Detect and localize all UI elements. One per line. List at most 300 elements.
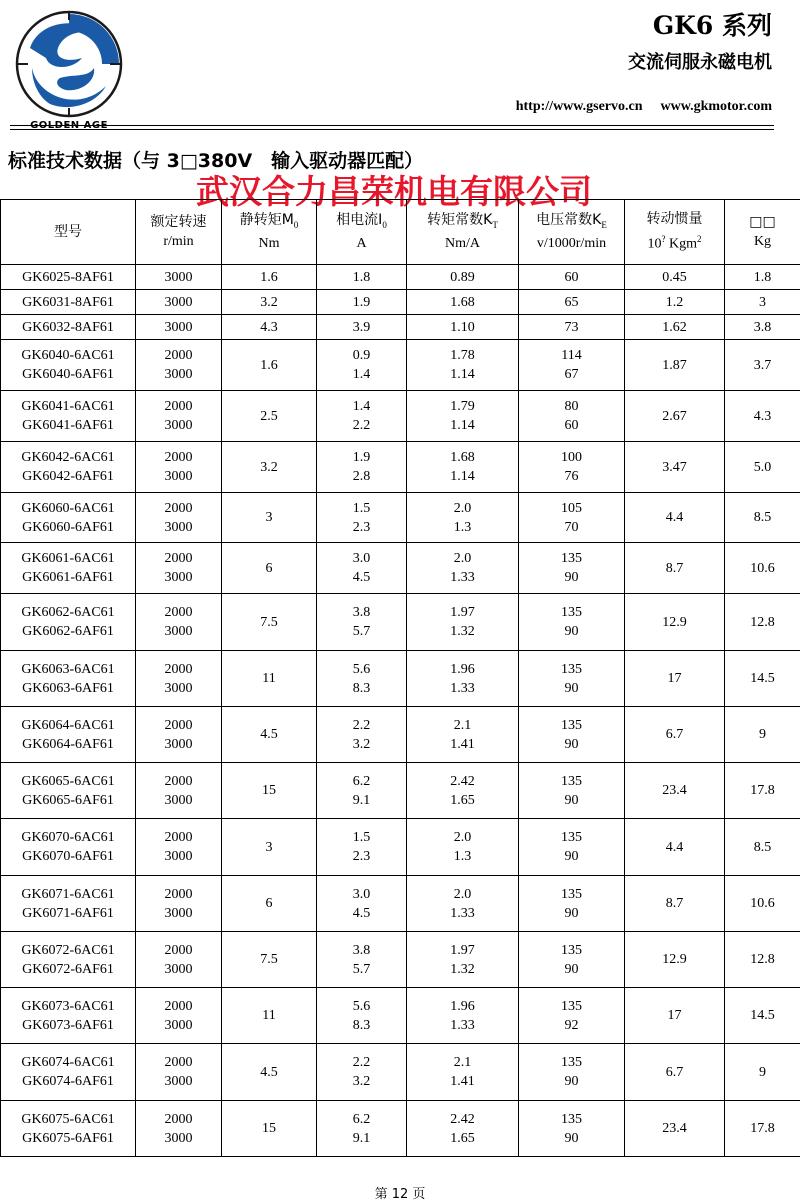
cell-ke-line: 135: [519, 1053, 624, 1072]
cell-ke: [519, 651, 625, 707]
cell-ke-line: 135: [519, 828, 624, 847]
cell-ke-line: 135: [519, 603, 624, 622]
header-rule-secondary: [10, 129, 774, 130]
golden-age-logo: [10, 8, 128, 133]
table-row: [1, 763, 800, 819]
cell-speed-line: 2000: [136, 660, 221, 679]
cell-ke-line: 90: [519, 904, 624, 923]
cell-current-line: 3.8: [317, 941, 406, 960]
cell-inertia: 1.62: [625, 315, 725, 340]
cell-model: [1, 1101, 136, 1157]
cell-ke-line: 135: [519, 772, 624, 791]
cell-speed: [136, 819, 222, 876]
cell-speed-line: 3000: [136, 568, 221, 587]
cell-current: [317, 265, 407, 290]
cell-ke: [519, 594, 625, 651]
cell-current-line: 6.2: [317, 1110, 406, 1129]
cell-torque: 3: [222, 493, 317, 543]
cell-model-line: GK6040-6AF61: [1, 365, 135, 384]
cell-kt-line: 2.1: [407, 716, 518, 735]
cell-kt-line: 1.79: [407, 397, 518, 416]
table-row: [1, 340, 800, 391]
cell-current: [317, 876, 407, 932]
cell-current: [317, 988, 407, 1044]
cell-model-line: GK6073-6AF61: [1, 1016, 135, 1035]
cell-current-line: 5.6: [317, 997, 406, 1016]
cell-kt-line: 1.33: [407, 904, 518, 923]
cell-ke: [519, 340, 625, 391]
cell-kt-line: 1.3: [407, 847, 518, 866]
cell-current: [317, 1044, 407, 1101]
cell-ke: [519, 763, 625, 819]
cell-ke-line: 100: [519, 448, 624, 467]
cell-inertia: 6.7: [625, 1044, 725, 1101]
cell-kt-line: 1.65: [407, 791, 518, 810]
cell-kt: [407, 707, 519, 763]
cell-weight: 9: [725, 707, 800, 763]
cell-inertia: 2.67: [625, 391, 725, 442]
cell-weight: 3: [725, 290, 800, 315]
table-header-row: [1, 200, 800, 265]
cell-model-line: GK6073-6AC61: [1, 997, 135, 1016]
cell-current: [317, 763, 407, 819]
cell-speed-line: 3000: [136, 960, 221, 979]
cell-ke: [519, 543, 625, 594]
cell-model-line: GK6075-6AC61: [1, 1110, 135, 1129]
cell-speed: [136, 651, 222, 707]
cell-speed-line: 3000: [136, 847, 221, 866]
cell-speed-line: 3000: [136, 1016, 221, 1035]
cell-inertia: 23.4: [625, 763, 725, 819]
cell-speed: [136, 340, 222, 391]
table-row: [1, 651, 800, 707]
url-gkmotor[interactable]: www.gkmotor.com: [661, 99, 772, 114]
cell-model-line: GK6031-8AF61: [1, 293, 135, 312]
cell-kt: [407, 876, 519, 932]
cell-ke-line: 92: [519, 1016, 624, 1035]
cell-ke: [519, 876, 625, 932]
cell-current: [317, 391, 407, 442]
cell-model-line: GK6074-6AC61: [1, 1053, 135, 1072]
cell-ke: [519, 290, 625, 315]
cell-current-line: 1.9: [317, 293, 406, 312]
cell-ke-line: 80: [519, 397, 624, 416]
cell-current-line: 2.8: [317, 467, 406, 486]
cell-kt-line: 2.0: [407, 885, 518, 904]
cell-speed-line: 3000: [136, 518, 221, 537]
cell-current-line: 8.3: [317, 1016, 406, 1035]
cell-current-line: 4.5: [317, 568, 406, 587]
cell-kt-line: 1.78: [407, 346, 518, 365]
cell-model-line: GK6072-6AC61: [1, 941, 135, 960]
cell-model-line: GK6070-6AF61: [1, 847, 135, 866]
cell-current-line: 2.2: [317, 1053, 406, 1072]
cell-ke-line: 76: [519, 467, 624, 486]
header-stall-torque: 静转矩$M_0$ Nm: [222, 200, 317, 265]
section-title: 标准技术数据（与 3□380V 输入驱动器匹配）: [8, 146, 423, 173]
header-rated-speed: 额定转速 r/min: [136, 200, 222, 265]
cell-torque: 11: [222, 651, 317, 707]
cell-model: [1, 707, 136, 763]
cell-current: [317, 819, 407, 876]
cell-speed-line: 3000: [136, 268, 221, 287]
cell-model: [1, 391, 136, 442]
cell-inertia: 12.9: [625, 932, 725, 988]
table-row: [1, 1101, 800, 1157]
cell-model-line: GK6074-6AF61: [1, 1072, 135, 1091]
logo-text: GOLDEN AGE: [10, 120, 128, 131]
cell-inertia: 0.45: [625, 265, 725, 290]
header-rule: [10, 125, 774, 126]
cell-inertia: 6.7: [625, 707, 725, 763]
cell-kt: [407, 1044, 519, 1101]
cell-current-line: 1.8: [317, 268, 406, 287]
cell-speed-line: 2000: [136, 997, 221, 1016]
cell-kt: [407, 340, 519, 391]
cell-kt: [407, 493, 519, 543]
cell-weight: 17.8: [725, 763, 800, 819]
cell-speed-line: 2000: [136, 448, 221, 467]
cell-ke: [519, 707, 625, 763]
cell-model-line: GK6072-6AF61: [1, 960, 135, 979]
cell-speed-line: 3000: [136, 622, 221, 641]
cell-inertia: 3.47: [625, 442, 725, 493]
cell-model-line: GK6065-6AC61: [1, 772, 135, 791]
cell-speed: [136, 265, 222, 290]
cell-speed: [136, 594, 222, 651]
cell-ke-line: 73: [519, 318, 624, 337]
cell-speed-line: 3000: [136, 791, 221, 810]
cell-kt-line: 1.33: [407, 1016, 518, 1035]
cell-speed-line: 2000: [136, 603, 221, 622]
cell-speed-line: 3000: [136, 467, 221, 486]
cell-kt-line: 1.41: [407, 1072, 518, 1091]
cell-model: [1, 290, 136, 315]
cell-current-line: 3.0: [317, 885, 406, 904]
cell-ke-line: 60: [519, 416, 624, 435]
cell-kt-line: 2.42: [407, 1110, 518, 1129]
cell-speed-line: 2000: [136, 772, 221, 791]
cell-model-line: GK6063-6AC61: [1, 660, 135, 679]
header-phase-current: 相电流$I_0$ A: [317, 200, 407, 265]
cell-speed-line: 3000: [136, 318, 221, 337]
cell-kt-line: 2.1: [407, 1053, 518, 1072]
cell-kt: [407, 988, 519, 1044]
cell-ke-line: 135: [519, 885, 624, 904]
cell-model: [1, 876, 136, 932]
cell-current: [317, 493, 407, 543]
cell-ke-line: 105: [519, 499, 624, 518]
cell-model: [1, 988, 136, 1044]
cell-weight: 5.0: [725, 442, 800, 493]
cell-speed: [136, 932, 222, 988]
cell-weight: 4.3: [725, 391, 800, 442]
cell-ke-line: 90: [519, 1072, 624, 1091]
cell-kt-line: 1.97: [407, 941, 518, 960]
table-row: [1, 391, 800, 442]
cell-kt-line: 1.14: [407, 467, 518, 486]
cell-torque: 11: [222, 988, 317, 1044]
cell-torque: 15: [222, 763, 317, 819]
cell-speed-line: 2000: [136, 549, 221, 568]
cell-speed: [136, 493, 222, 543]
cell-torque: 6: [222, 543, 317, 594]
cell-ke-line: 135: [519, 1110, 624, 1129]
cell-speed-line: 3000: [136, 416, 221, 435]
table-row: [1, 988, 800, 1044]
cell-ke-line: 90: [519, 1129, 624, 1148]
cell-current: [317, 594, 407, 651]
cell-model-line: GK6025-8AF61: [1, 268, 135, 287]
cell-inertia: 17: [625, 988, 725, 1044]
cell-model-line: GK6075-6AF61: [1, 1129, 135, 1148]
cell-torque: 7.5: [222, 594, 317, 651]
cell-kt: [407, 290, 519, 315]
table-row: [1, 315, 800, 340]
cell-ke: [519, 932, 625, 988]
cell-torque: 3.2: [222, 290, 317, 315]
cell-current-line: 4.5: [317, 904, 406, 923]
table-row: [1, 265, 800, 290]
cell-kt-line: 1.41: [407, 735, 518, 754]
cell-current-line: 1.5: [317, 828, 406, 847]
cell-torque: 4.3: [222, 315, 317, 340]
cell-current-line: 5.7: [317, 960, 406, 979]
table-row: [1, 1044, 800, 1101]
cell-model-line: GK6042-6AC61: [1, 448, 135, 467]
cell-ke-line: 135: [519, 941, 624, 960]
cell-speed: [136, 988, 222, 1044]
cell-kt-line: 2.42: [407, 772, 518, 791]
url-gservo[interactable]: http://www.gservo.cn: [516, 99, 643, 114]
cell-model-line: GK6041-6AC61: [1, 397, 135, 416]
cell-current-line: 1.5: [317, 499, 406, 518]
cell-model-line: GK6032-8AF61: [1, 318, 135, 337]
cell-speed-line: 2000: [136, 885, 221, 904]
cell-current-line: 2.2: [317, 416, 406, 435]
cell-current-line: 9.1: [317, 791, 406, 810]
cell-current: [317, 442, 407, 493]
cell-ke-line: 60: [519, 268, 624, 287]
cell-model: [1, 594, 136, 651]
cell-kt: [407, 265, 519, 290]
cell-ke: [519, 442, 625, 493]
cell-kt-line: 1.96: [407, 997, 518, 1016]
cell-ke-line: 135: [519, 716, 624, 735]
cell-speed-line: 2000: [136, 1053, 221, 1072]
cell-current-line: 3.8: [317, 603, 406, 622]
cell-weight: 10.6: [725, 543, 800, 594]
header-torque-constant: 转矩常数$K_T$ Nm/A: [407, 200, 519, 265]
cell-weight: 3.8: [725, 315, 800, 340]
company-name: 武汉合力昌荣机电有限公司: [196, 166, 592, 213]
cell-speed: [136, 315, 222, 340]
cell-current-line: 2.3: [317, 847, 406, 866]
table-row: [1, 493, 800, 543]
cell-torque: 2.5: [222, 391, 317, 442]
cell-kt: [407, 543, 519, 594]
url-line: [516, 99, 772, 115]
cell-model-line: GK6042-6AF61: [1, 467, 135, 486]
cell-kt-line: 1.14: [407, 416, 518, 435]
cell-ke-line: 67: [519, 365, 624, 384]
cell-ke: [519, 391, 625, 442]
cell-model: [1, 340, 136, 391]
cell-speed: [136, 1101, 222, 1157]
cell-ke-line: 90: [519, 568, 624, 587]
cell-weight: 12.8: [725, 594, 800, 651]
table-row: [1, 594, 800, 651]
cell-model-line: GK6063-6AF61: [1, 679, 135, 698]
cell-model-line: GK6061-6AC61: [1, 549, 135, 568]
cell-speed-line: 3000: [136, 1072, 221, 1091]
cell-kt: [407, 1101, 519, 1157]
cell-model-line: GK6064-6AC61: [1, 716, 135, 735]
cell-model-line: GK6041-6AF61: [1, 416, 135, 435]
cell-kt: [407, 391, 519, 442]
cell-kt-line: 1.33: [407, 568, 518, 587]
header-inertia: 转动惯量 10? Kgm$^2$: [625, 200, 725, 265]
cell-torque: 3.2: [222, 442, 317, 493]
cell-model: [1, 651, 136, 707]
cell-current-line: 5.6: [317, 660, 406, 679]
cell-inertia: 1.87: [625, 340, 725, 391]
header-model: 型号: [1, 200, 136, 265]
cell-torque: 4.5: [222, 1044, 317, 1101]
cell-speed: [136, 391, 222, 442]
cell-kt: [407, 932, 519, 988]
cell-kt: [407, 651, 519, 707]
cell-weight: 1.8: [725, 265, 800, 290]
cell-speed: [136, 290, 222, 315]
cell-current: [317, 1101, 407, 1157]
cell-weight: 17.8: [725, 1101, 800, 1157]
cell-ke: [519, 1044, 625, 1101]
cell-kt-line: 1.96: [407, 660, 518, 679]
cell-model-line: GK6061-6AF61: [1, 568, 135, 587]
cell-inertia: 4.4: [625, 819, 725, 876]
cell-model: [1, 265, 136, 290]
cell-kt-line: 2.0: [407, 828, 518, 847]
cell-kt-line: 1.68: [407, 448, 518, 467]
cell-current-line: 6.2: [317, 772, 406, 791]
cell-current-line: 8.3: [317, 679, 406, 698]
cell-speed-line: 3000: [136, 365, 221, 384]
cell-current-line: 9.1: [317, 1129, 406, 1148]
cell-weight: 8.5: [725, 819, 800, 876]
cell-kt: [407, 819, 519, 876]
cell-ke-line: 70: [519, 518, 624, 537]
table-row: [1, 707, 800, 763]
cell-ke-line: 114: [519, 346, 624, 365]
cell-model-line: GK6071-6AC61: [1, 885, 135, 904]
cell-kt-line: 1.32: [407, 960, 518, 979]
cell-torque: 7.5: [222, 932, 317, 988]
cell-inertia: 4.4: [625, 493, 725, 543]
cell-current-line: 0.9: [317, 346, 406, 365]
cell-torque: 4.5: [222, 707, 317, 763]
cell-weight: 9: [725, 1044, 800, 1101]
cell-kt-line: 1.14: [407, 365, 518, 384]
cell-model-line: GK6062-6AF61: [1, 622, 135, 641]
cell-ke-line: 135: [519, 997, 624, 1016]
cell-torque: 6: [222, 876, 317, 932]
cell-current-line: 3.2: [317, 1072, 406, 1091]
cell-current-line: 1.4: [317, 365, 406, 384]
cell-ke: [519, 493, 625, 543]
cell-model: [1, 442, 136, 493]
table-row: [1, 442, 800, 493]
cell-current: [317, 340, 407, 391]
cell-model: [1, 932, 136, 988]
cell-weight: 14.5: [725, 988, 800, 1044]
cell-model: [1, 763, 136, 819]
cell-model: [1, 1044, 136, 1101]
cell-weight: 12.8: [725, 932, 800, 988]
cell-inertia: 12.9: [625, 594, 725, 651]
cell-kt-line: 1.65: [407, 1129, 518, 1148]
cell-inertia: 8.7: [625, 543, 725, 594]
cell-ke: [519, 265, 625, 290]
cell-inertia: 1.2: [625, 290, 725, 315]
cell-speed-line: 2000: [136, 828, 221, 847]
cell-current-line: 2.2: [317, 716, 406, 735]
cell-kt: [407, 763, 519, 819]
table-row: [1, 819, 800, 876]
cell-model-line: GK6060-6AF61: [1, 518, 135, 537]
cell-speed-line: 3000: [136, 735, 221, 754]
cell-inertia: 8.7: [625, 876, 725, 932]
cell-current-line: 1.4: [317, 397, 406, 416]
cell-model-line: GK6064-6AF61: [1, 735, 135, 754]
cell-model: [1, 493, 136, 543]
cell-current: [317, 707, 407, 763]
cell-kt-line: 0.89: [407, 268, 518, 287]
cell-speed: [136, 707, 222, 763]
cell-torque: 1.6: [222, 340, 317, 391]
cell-speed: [136, 543, 222, 594]
cell-model-line: GK6060-6AC61: [1, 499, 135, 518]
cell-speed-line: 3000: [136, 679, 221, 698]
cell-speed: [136, 442, 222, 493]
cell-speed-line: 2000: [136, 716, 221, 735]
cell-weight: 3.7: [725, 340, 800, 391]
cell-speed: [136, 876, 222, 932]
cell-ke-line: 90: [519, 622, 624, 641]
cell-model-line: GK6070-6AC61: [1, 828, 135, 847]
cell-kt-line: 2.0: [407, 499, 518, 518]
cell-ke-line: 90: [519, 735, 624, 754]
cell-model: [1, 819, 136, 876]
cell-model-line: GK6071-6AF61: [1, 904, 135, 923]
page-number: 第 12 页: [0, 1183, 800, 1202]
cell-kt-line: 1.33: [407, 679, 518, 698]
table-row: [1, 543, 800, 594]
cell-model-line: GK6062-6AC61: [1, 603, 135, 622]
cell-ke: [519, 1101, 625, 1157]
cell-speed-line: 3000: [136, 1129, 221, 1148]
cell-current: [317, 315, 407, 340]
cell-speed: [136, 763, 222, 819]
cell-speed-line: 3000: [136, 904, 221, 923]
cell-kt: [407, 594, 519, 651]
table-row: [1, 290, 800, 315]
cell-current-line: 2.3: [317, 518, 406, 537]
cell-ke: [519, 315, 625, 340]
cell-kt-line: 1.68: [407, 293, 518, 312]
cell-speed-line: 2000: [136, 499, 221, 518]
table-row: [1, 932, 800, 988]
